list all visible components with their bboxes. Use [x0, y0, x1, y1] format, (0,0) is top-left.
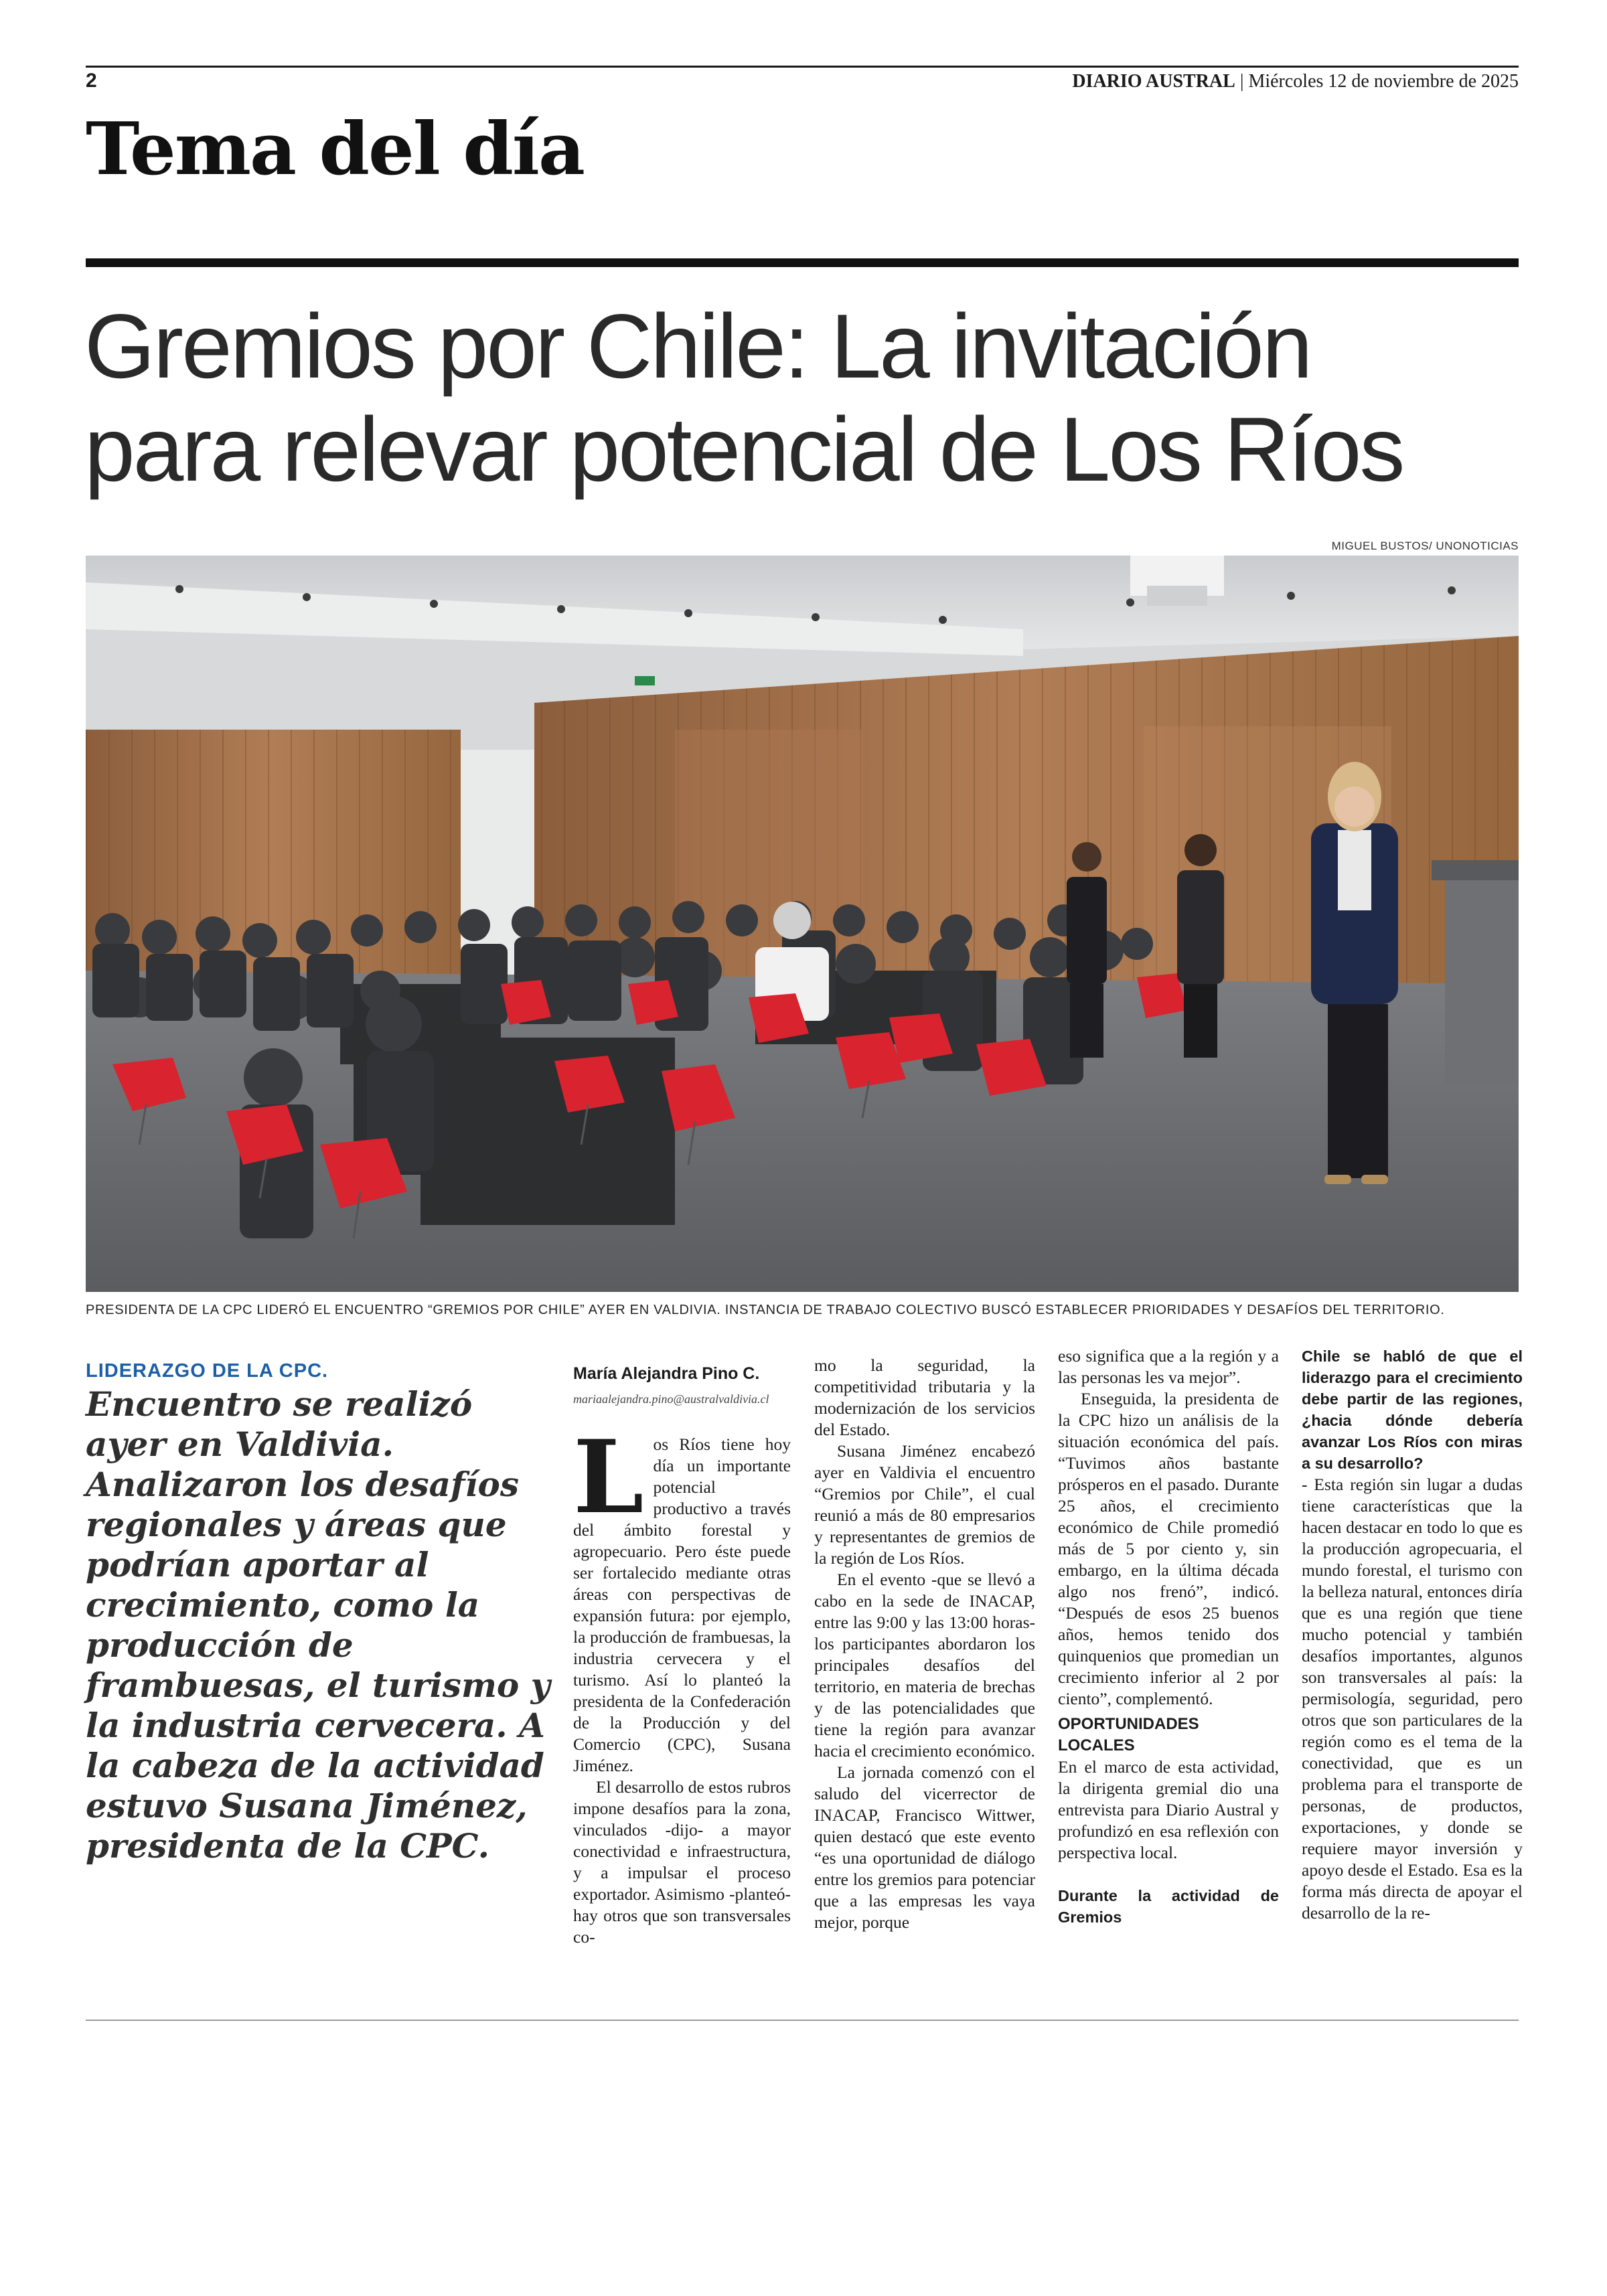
header-rule	[86, 66, 1519, 68]
paragraph: os Ríos tiene hoy día un importante potencial productivo a través del ámbito forestal y agropecuario. Pero éste puede ser fortalecido mediante otras áreas con perspectivas de expansión futura: por ejemplo, la producción de frambuesas, la industria cervecera y el turismo. Así lo planteó la presidenta de la Confederación de la Producción y del Comercio (CPC), Susana Jiménez.	[573, 1434, 791, 1775]
interview-question: Chile se habló de que el liderazgo para el crecimiento debe partir de las regiones, ¿hacia dónde debería avanzar Los Ríos con miras a su desarrollo?	[1302, 1347, 1523, 1472]
headline	[84, 295, 1524, 501]
paragraph: En el marco de esta actividad, la dirigenta gremial dio una entrevista para Diario Austral y profundizó en esa reflexión con perspectiva local.	[1058, 1757, 1279, 1862]
deck: Encuentro se realizó ayer en Valdivia. Analizaron los desafíos regionales y áreas que podrían aportar al crecimiento, como la producción de frambuesas, el turismo y la industria cervecera. A la cabeza de la actividad estuvo Susana Jiménez, presidenta de la CPC.	[86, 1384, 550, 1866]
interview-answer: - Esta región sin lugar a dudas tiene características que la hacen destacar en todo lo que es la producción agropecuaria, el mundo forestal, el turismo con la belleza natural, entonces diría que es una región que tiene mucho potencial y también desafíos importantes, algunos son transversales al país: la permisología, seguridad, pero otros que son particulares de la región como es el tema de la conectividad, que es un problema para el transporte de personas, de productos, exportaciones, y donde se requiere mayor inversión y apoyo desde el Estado. Esa es la forma más directa de apoyar el desarrollo de la re-	[1302, 1475, 1523, 1922]
author-email: mariaalejandra.pino@australvaldivia.cl	[573, 1392, 769, 1406]
paragraph: La jornada comenzó con el saludo del vicerrector de INACAP, Francisco Wittwer, quien destacó que este evento “es una oportunidad de diálogo entre los gremios para potenciar que a las empresas les vaya mejor, porque	[814, 1762, 1035, 1932]
drop-cap: L	[573, 1418, 644, 1536]
photo-credit: MIGUEL BUSTOS/ UNONOTICIAS	[1331, 540, 1519, 552]
paragraph: eso significa que a la región y a las personas les va mejor”.	[1058, 1346, 1279, 1387]
masthead: DIARIO AUSTRAL | Miércoles 12 de noviembre de 2025	[1072, 71, 1519, 92]
paragraph: mo la seguridad, la competitividad tributaria y la modernización de los servicios del Estado.	[814, 1356, 1035, 1439]
byline: María Alejandra Pino C.	[573, 1364, 760, 1383]
article-column-2	[814, 1355, 1035, 1933]
subhead: OPORTUNIDADES LOCALES	[1058, 1715, 1199, 1754]
headline-line-2: para relevar potencial de Los Ríos	[84, 398, 1403, 500]
article-column-3	[1058, 1345, 1279, 1928]
event-photo	[86, 556, 1519, 1292]
section-title: Tema del día	[86, 107, 584, 191]
page-number: 2	[86, 70, 97, 92]
publication-name: DIARIO AUSTRAL	[1072, 71, 1235, 92]
interview-question-start: Durante la actividad de Gremios	[1058, 1887, 1279, 1926]
paragraph: Enseguida, la presidenta de la CPC hizo un análisis de la situación económica del país. “Tuvimos años bastante prósperos en el pasado. Durante 25 años, el crecimiento económico de Chile promedió más de 5 por ciento y, sin embargo, en la última década algo nos frenó”, indicó. “Después de esos 25 buenos años, hemos tenido dos quinquenios que promedian un crecimiento inferior al 2 por ciento”, complementó.	[1058, 1389, 1279, 1708]
section-rule	[86, 258, 1519, 267]
paragraph: En el evento -que se llevó a cabo en la sede de INACAP, entre las 9:00 y las 13:00 horas- los participantes abordaron los principales desafíos del territorio, en materia de brechas y de las potencialidades que tiene la región para avanzar hacia el crecimiento económico.	[814, 1570, 1035, 1760]
kicker: LIDERAZGO DE LA CPC.	[86, 1360, 329, 1382]
paragraph: Susana Jiménez encabezó ayer en Valdivia el encuentro “Gremios por Chile”, el cual reunió a más de 80 empresarios y representantes de gremios de la región de Los Ríos.	[814, 1441, 1035, 1568]
photo-caption: PRESIDENTA DE LA CPC LIDERÓ EL ENCUENTRO “GREMIOS POR CHILE” AYER EN VALDIVIA. INSTANCIA DE TRABAJO COLECTIVO BUSCÓ ESTABLECER PRIORIDADES Y DESAFÍOS DEL TERRITORIO.	[86, 1303, 1445, 1317]
issue-date: Miércoles 12 de noviembre de 2025	[1248, 71, 1519, 92]
headline-line-1: Gremios por Chile: La invitación	[84, 295, 1311, 397]
footer-rule	[86, 2020, 1519, 2021]
article-column-4	[1302, 1345, 1523, 1924]
article-column-1	[573, 1418, 791, 1948]
paragraph: El desarrollo de estos rubros impone desafíos para la zona, vinculados -dijo- a mayor conectividad e infraestructura, y a impulsar el proceso exportador. Asimismo -planteó- hay otros que son transversales co-	[573, 1777, 791, 1947]
